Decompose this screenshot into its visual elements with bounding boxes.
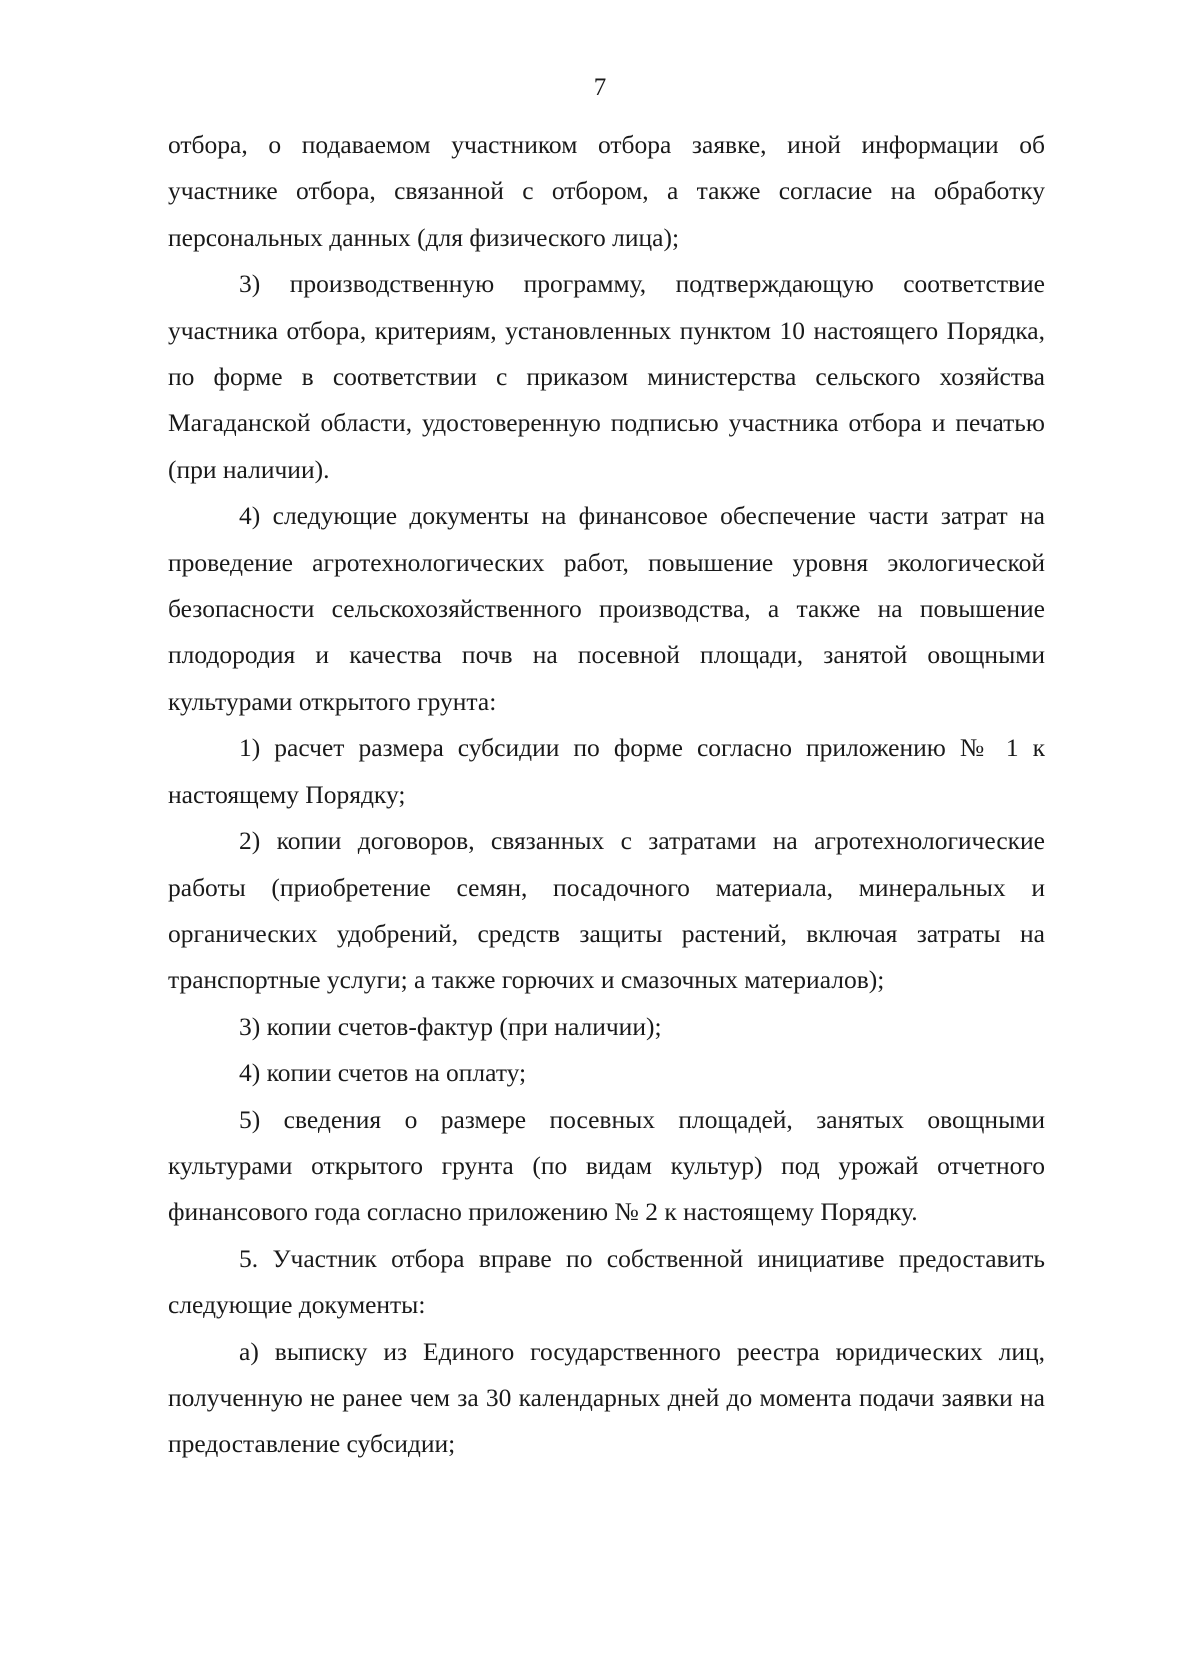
paragraph-subitem-3-invoices: 3) копии счетов-фактур (при наличии); xyxy=(239,1011,662,1041)
paragraph-item-4-documents: 4) следующие документы на финансовое обеспечение части затрат на проведение агротехнологических работ, повышение уровня экологической безопасности сельскохозяйственного производства, а также на повышение плодородия и качества почв на посевной площади, занятой овощными культурами открытого грунта: xyxy=(168,501,1045,716)
paragraph-subitem-5-sown-areas: 5) сведения о размере посевных площадей, занятых овощными культурами открытого грунта (по видам культур) под урожай отчетного финансового года согласно приложению № 2 к настоящему Порядку. xyxy=(168,1104,1045,1227)
paragraph-subitem-4-payment-bills: 4) копии счетов на оплату; xyxy=(239,1058,527,1088)
paragraph-continuation: отбора, о подаваемом участником отбора заявке, иной информации об участнике отбора, связанной с отбором, а также согласие на обработку персональных данных (для физического лица); xyxy=(168,130,1045,252)
paragraph-item-3-production-program: 3) производственную программу, подтверждающую соответствие участника отбора, критериям, установленных пунктом 10 настоящего Порядка, по форме в соответствии с приказом министерства сельского хозяйства Магаданской области, удостоверенную подписью участника отбора и печатью (при наличии). xyxy=(168,269,1045,484)
paragraph-item-5-own-initiative: 5. Участник отбора вправе по собственной инициативе предоставить следующие документы: xyxy=(168,1243,1045,1320)
document-body xyxy=(168,122,1045,1468)
paragraph-subitem-a-registry-extract: а) выписку из Единого государственного реестра юридических лиц, полученную не ранее чем за 30 календарных дней до момента подачи заявки на предоставление субсидии; xyxy=(168,1336,1045,1459)
paragraph-subitem-1-calculation: 1) расчет размера субсидии по форме согласно приложению № 1 к настоящему Порядку; xyxy=(168,733,1045,809)
page-number: 7 xyxy=(593,74,607,101)
paragraph-subitem-2-contracts: 2) копии договоров, связанных с затратами на агротехнологические работы (приобретение семян, посадочного материала, минеральных и органических удобрений, средств защиты растений, включая затраты на транспортные услуги; а также горючих и смазочных материалов); xyxy=(168,826,1045,995)
